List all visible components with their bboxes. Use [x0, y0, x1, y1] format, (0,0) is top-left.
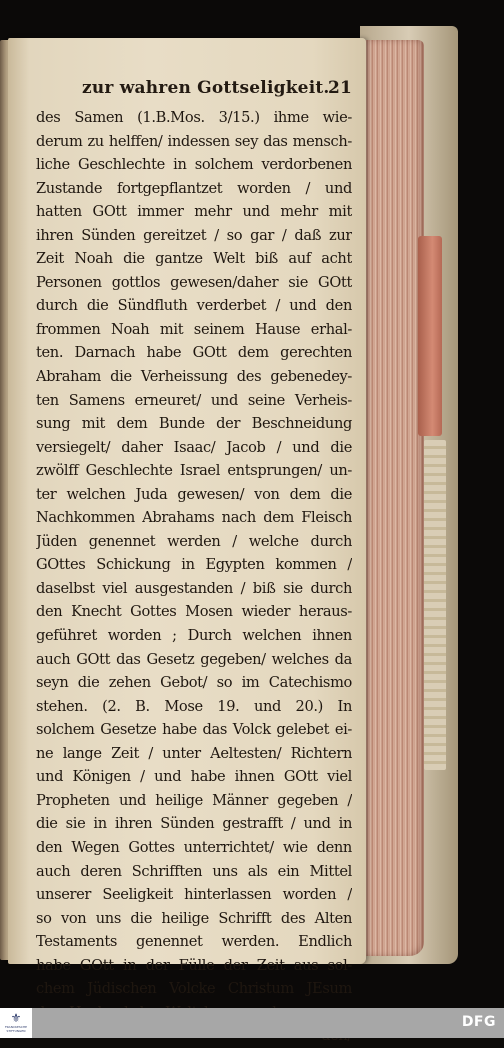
- viewer-footer-bar: [0, 1008, 504, 1038]
- text-line: GOttes Schickung in Egypten kommen /: [36, 556, 352, 574]
- page-header: [72, 70, 352, 104]
- text-line: daselbst viel ausgestanden / biß sie durch: [36, 579, 352, 597]
- text-line: die sie in ihren Sünden gestrafft / und in: [36, 815, 352, 833]
- dfg-logo[interactable]: DFG: [461, 1014, 496, 1030]
- text-line: ne lange Zeit / unter Aeltesten/ Richtern: [36, 744, 352, 762]
- page-number: 21: [328, 78, 353, 98]
- text-line: stehen. (2. B. Mose 19. und 20.) In: [36, 697, 352, 715]
- page-body-text: [36, 106, 352, 1048]
- text-line: den Wegen Gottes unterrichtet/ wie denn: [36, 838, 352, 856]
- text-line: geführet worden ; Durch welchen ihnen: [36, 627, 352, 645]
- text-line: liche Geschlechte in solchem verdorbenen: [36, 156, 352, 174]
- text-line: ten Samens erneuret/ und seine Verheis-: [36, 391, 352, 409]
- text-line: Propheten und heilige Männer gegeben /: [36, 791, 352, 809]
- text-line: Zustande fortgepflantzet worden / und: [36, 179, 352, 197]
- text-line: versiegelt/ daher Isaac/ Jacob / und die: [36, 438, 352, 456]
- text-line: sung mit dem Bunde der Beschneidung: [36, 415, 352, 433]
- text-line: auch GOtt das Gesetz gegeben/ welches da: [36, 650, 352, 668]
- text-line: unserer Seeligkeit hinterlassen worden /: [36, 886, 352, 904]
- text-line: Abraham die Verheissung des gebenedey-: [36, 368, 352, 386]
- red-bookmark-tab: [418, 236, 442, 436]
- text-line: solchem Gesetze habe das Volck gelebet ei-: [36, 721, 352, 739]
- text-line: ihren Sünden gereitzet / so gar / daß zur: [36, 226, 352, 244]
- running-title: zur wahren Gottseligkeit.: [82, 78, 330, 98]
- text-line: des Samen (1.B.Mos. 3/15.) ihme wie-: [36, 109, 352, 126]
- text-line: Personen gottlos gewesen/daher sie GOtt: [36, 273, 352, 291]
- library-logo-text: FRANCKESCHE STIFTUNGEN: [4, 1025, 28, 1033]
- text-line: auch deren Schrifften uns als ein Mittel: [36, 862, 352, 880]
- text-line: Zeit Noah die gantze Welt biß auf acht: [36, 250, 352, 268]
- frayed-leaf-edges: [424, 440, 446, 770]
- text-line: frommen Noah mit seinem Hause erhal-: [36, 320, 352, 338]
- crest-icon: ⚜: [10, 1011, 22, 1025]
- text-line: ter welchen Juda gewesen/ von dem die: [36, 485, 352, 503]
- text-line: habe GOtt in der Fülle der Zeit aus sol-: [36, 956, 352, 974]
- library-logo[interactable]: [0, 1008, 32, 1038]
- text-line: zwölff Geschlechte Israel entsprungen/ un-: [36, 462, 352, 480]
- text-line: den Knecht Gottes Mosen wieder heraus-: [36, 603, 352, 621]
- text-line: Jüden genennet werden / welche durch: [36, 532, 352, 550]
- text-line: hatten GOtt immer mehr und mehr mit: [36, 203, 352, 221]
- text-line: chem Jüdischen Volcke Christum JEsum: [36, 980, 352, 998]
- text-line: seyn die zehen Gebot/ so im Catechismo: [36, 674, 352, 692]
- text-line: so von uns die heilige Schrifft des Alten: [36, 909, 352, 927]
- text-line: ten. Darnach habe GOtt dem gerechten: [36, 344, 352, 362]
- text-line: derum zu helffen/ indessen sey das mensch-: [36, 132, 352, 150]
- text-line: Testaments genennet werden. Endlich: [36, 933, 352, 951]
- text-line: Nachkommen Abrahams nach dem Fleisch: [36, 509, 352, 527]
- text-line: durch die Sündfluth verderbet / und den: [36, 297, 352, 315]
- text-line: und Königen / und habe ihnen GOtt viel: [36, 768, 352, 786]
